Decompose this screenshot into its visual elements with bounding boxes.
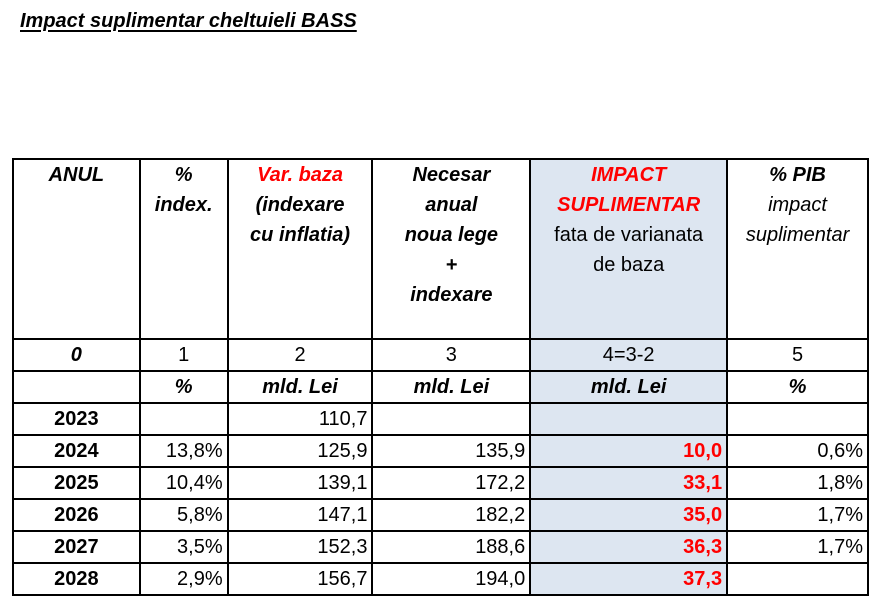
unit-cell: mld. Lei	[228, 371, 373, 403]
index-cell	[140, 403, 228, 435]
column-number: 1	[140, 339, 228, 371]
baza-cell: 139,1	[228, 467, 373, 499]
baza-cell: 152,3	[228, 531, 373, 563]
index-cell: 3,5%	[140, 531, 228, 563]
necesar-cell: 172,2	[372, 467, 530, 499]
index-cell: 13,8%	[140, 435, 228, 467]
pib-cell: 0,6%	[727, 435, 868, 467]
year-cell: 2023	[13, 403, 140, 435]
index-cell: 10,4%	[140, 467, 228, 499]
table-row	[13, 467, 868, 499]
index-cell: 2,9%	[140, 563, 228, 595]
necesar-cell: 194,0	[372, 563, 530, 595]
unit-cell: %	[140, 371, 228, 403]
impact-cell: 10,0	[530, 435, 727, 467]
header-var-baza: Var. baza (indexare cu inflatia)	[228, 159, 373, 339]
column-number: 0	[13, 339, 140, 371]
year-cell: 2025	[13, 467, 140, 499]
table-row	[13, 531, 868, 563]
header-anul: ANUL	[13, 159, 140, 339]
impact-cell: 36,3	[530, 531, 727, 563]
impact-cell: 37,3	[530, 563, 727, 595]
table-row	[13, 563, 868, 595]
unit-cell	[13, 371, 140, 403]
column-number: 4=3-2	[530, 339, 727, 371]
header-necesar: Necesar anual noua lege + indexare	[372, 159, 530, 339]
index-cell: 5,8%	[140, 499, 228, 531]
baza-cell: 156,7	[228, 563, 373, 595]
column-number: 5	[727, 339, 868, 371]
header-index: % index.	[140, 159, 228, 339]
unit-cell: mld. Lei	[530, 371, 727, 403]
pib-cell: 1,7%	[727, 531, 868, 563]
baza-cell: 147,1	[228, 499, 373, 531]
year-cell: 2027	[13, 531, 140, 563]
impact-cell: 33,1	[530, 467, 727, 499]
necesar-cell	[372, 403, 530, 435]
impact-cell	[530, 403, 727, 435]
necesar-cell: 135,9	[372, 435, 530, 467]
pib-cell: 1,7%	[727, 499, 868, 531]
pib-cell	[727, 403, 868, 435]
unit-cell: %	[727, 371, 868, 403]
baza-cell: 110,7	[228, 403, 373, 435]
table-row	[13, 435, 868, 467]
year-cell: 2026	[13, 499, 140, 531]
year-cell: 2028	[13, 563, 140, 595]
header-pib: % PIB impact suplimentar	[727, 159, 868, 339]
year-cell: 2024	[13, 435, 140, 467]
baza-cell: 125,9	[228, 435, 373, 467]
impact-cell: 35,0	[530, 499, 727, 531]
units-row	[13, 371, 868, 403]
pib-cell	[727, 563, 868, 595]
column-number: 3	[372, 339, 530, 371]
table-row	[13, 499, 868, 531]
unit-cell: mld. Lei	[372, 371, 530, 403]
pib-cell: 1,8%	[727, 467, 868, 499]
table-row	[13, 403, 868, 435]
column-number: 2	[228, 339, 373, 371]
bass-impact-table	[12, 158, 869, 596]
column-number-row	[13, 339, 868, 371]
header-impact: IMPACT SUPLIMENTAR fata de varianata de baza	[530, 159, 727, 339]
header-row	[13, 159, 868, 339]
necesar-cell: 182,2	[372, 499, 530, 531]
page-title: Impact suplimentar cheltuieli BASS	[20, 10, 357, 32]
necesar-cell: 188,6	[372, 531, 530, 563]
